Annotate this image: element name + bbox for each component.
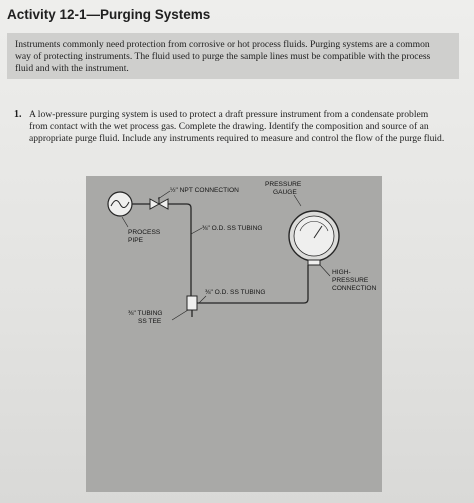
npt-connection-label: ½" NPT CONNECTION bbox=[170, 187, 239, 194]
process-pipe bbox=[108, 192, 132, 216]
intro-line: fluid and with the instrument. bbox=[15, 62, 129, 74]
activity-title: Activity 12-1—Purging Systems bbox=[7, 7, 211, 22]
question-line: A low-pressure purging system is used to protect a draft pressure instrument from a condensate problem bbox=[29, 109, 429, 120]
purging-system-diagram bbox=[86, 176, 382, 492]
question-text bbox=[29, 109, 469, 144]
question-line: from contact with the wet process gas. Complete the drawing. Identify the composition and source of an bbox=[29, 120, 429, 132]
question-line: appropriate purge fluid. Include any instruments required to measure and control the flow of the purge fluid. bbox=[29, 132, 445, 144]
pressure-gauge-label: PRESSURE bbox=[265, 181, 302, 188]
intro-line: Instruments commonly need protection from corrosive or hot process fluids. Purging systems are a common bbox=[15, 39, 430, 50]
intro-box bbox=[7, 33, 459, 79]
tee-label: ⅜" TUBING bbox=[128, 310, 163, 317]
process-pipe-label: PIPE bbox=[128, 237, 144, 244]
upper-tubing-label: ⅜" O.D. SS TUBING bbox=[202, 225, 263, 232]
diagram-panel bbox=[86, 176, 382, 492]
tee-label: SS TEE bbox=[138, 318, 162, 325]
high-pressure-label: PRESSURE bbox=[332, 277, 369, 284]
pressure-gauge-label: GAUGE bbox=[273, 189, 297, 196]
lower-tubing-label: ⅜" O.D. SS TUBING bbox=[205, 289, 266, 296]
intro-line: way of protecting instruments. The fluid used to purge the sample lines must be compatible with the process bbox=[15, 50, 431, 62]
process-pipe-label: PROCESS bbox=[128, 229, 161, 236]
high-pressure-label: HIGH- bbox=[332, 269, 351, 276]
question-number: 1. bbox=[14, 109, 22, 120]
high-pressure-label: CONNECTION bbox=[332, 285, 377, 292]
